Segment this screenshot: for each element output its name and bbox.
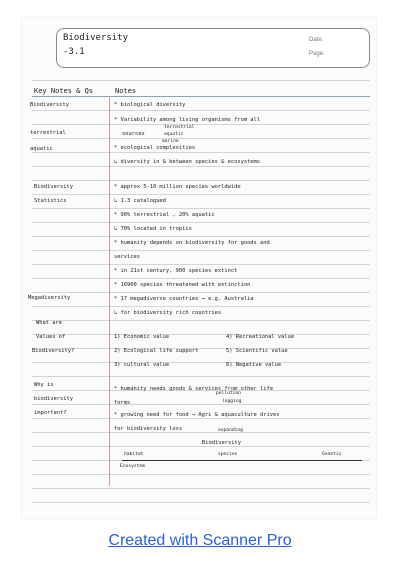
key-terrestrial: terrestrial	[30, 130, 66, 136]
scanner-pro-link[interactable]: Created with Scanner Pro	[108, 532, 292, 549]
key-why-line2: biodiversity	[34, 396, 73, 402]
note-line: sources	[122, 131, 145, 137]
note-line: * 17 megadiverse countries → e.g. Australia	[114, 296, 254, 302]
note-line: services	[114, 254, 140, 260]
note-line: ↳ diversity in & between species & ecosystems	[114, 159, 261, 165]
key-why-line3: important?	[34, 410, 67, 416]
note-line: * growing need for food → Agri & aquaculture drives	[114, 412, 280, 418]
key-values-line2: Values of	[36, 334, 66, 340]
right-column-heading: Notes	[115, 87, 137, 95]
note-line: marine	[162, 139, 179, 144]
note-line: * humanity depends on biodiversity for goods and	[114, 240, 270, 246]
margin-line	[109, 96, 110, 486]
note-line: 1) Economic value	[114, 334, 170, 340]
note-line: logging	[222, 399, 242, 404]
diagram-label-habitat: habitat	[124, 452, 144, 457]
note-line: pollution	[216, 391, 241, 396]
header-box	[56, 28, 370, 68]
note-line: * ecological complexities	[114, 145, 196, 151]
key-stats-line1: Biodiversity	[34, 184, 73, 190]
note-line: ↳ 70% located in tropics	[114, 226, 192, 232]
note-line: * 90% terrestrial , 20% aquatic	[114, 212, 215, 218]
key-megadiversity: Megadiversity	[28, 295, 71, 301]
key-why-line1: Why is	[34, 382, 54, 388]
diagram-label-species: species	[218, 452, 238, 457]
key-aquatic: aquatic	[30, 146, 53, 152]
note-line: for biodiversity loss	[114, 426, 183, 432]
note-line: * humanity needs goods & services from other life	[114, 386, 274, 392]
note-line: ↳ for biodiversity rich countries	[114, 310, 222, 316]
note-line: 4) Recreational value	[226, 334, 295, 340]
note-line: 6) Negative value	[226, 362, 282, 368]
note-line: * in 21st century, 900 species extinct	[114, 268, 238, 274]
note-line: * approx 5-10 million species worldwide	[114, 184, 241, 190]
date-label: Date:	[309, 37, 324, 43]
left-column-heading: Key Notes & Qs	[34, 87, 94, 95]
diagram-title: Biodiversity	[202, 440, 241, 446]
page-subtitle: -3.1	[63, 47, 85, 57]
note-line: forms	[114, 400, 131, 406]
key-biodiversity: Biodiversity	[30, 102, 69, 108]
note-line: aquatic	[164, 132, 184, 137]
note-line: * Variability among living organisms from all	[114, 117, 261, 123]
scanned-page	[22, 18, 376, 518]
note-line: terrestrial	[164, 125, 195, 130]
note-line: expanding	[218, 428, 243, 433]
note-line: ↳ 1.3 catalogued	[114, 198, 166, 204]
note-line: * 16900 species threatened with extinction	[114, 282, 251, 288]
key-values-line3: Biodiversity?	[32, 348, 75, 354]
note-line: 3) cultural value	[114, 362, 170, 368]
key-values-line1: What are	[36, 320, 62, 326]
note-line: * biological diversity	[114, 102, 186, 108]
diagram-label-genetic: Genetic	[322, 452, 342, 457]
note-line: 5) Scientific value	[226, 348, 288, 354]
diagram-axis	[122, 460, 362, 461]
page-title: Biodiversity	[63, 33, 129, 43]
diagram-label-ecosystem: Ecosystem	[120, 464, 145, 469]
key-stats-line2: Statistics	[34, 198, 67, 204]
note-line: 2) Ecological life support	[114, 348, 199, 354]
page-label: Page:	[309, 51, 325, 57]
